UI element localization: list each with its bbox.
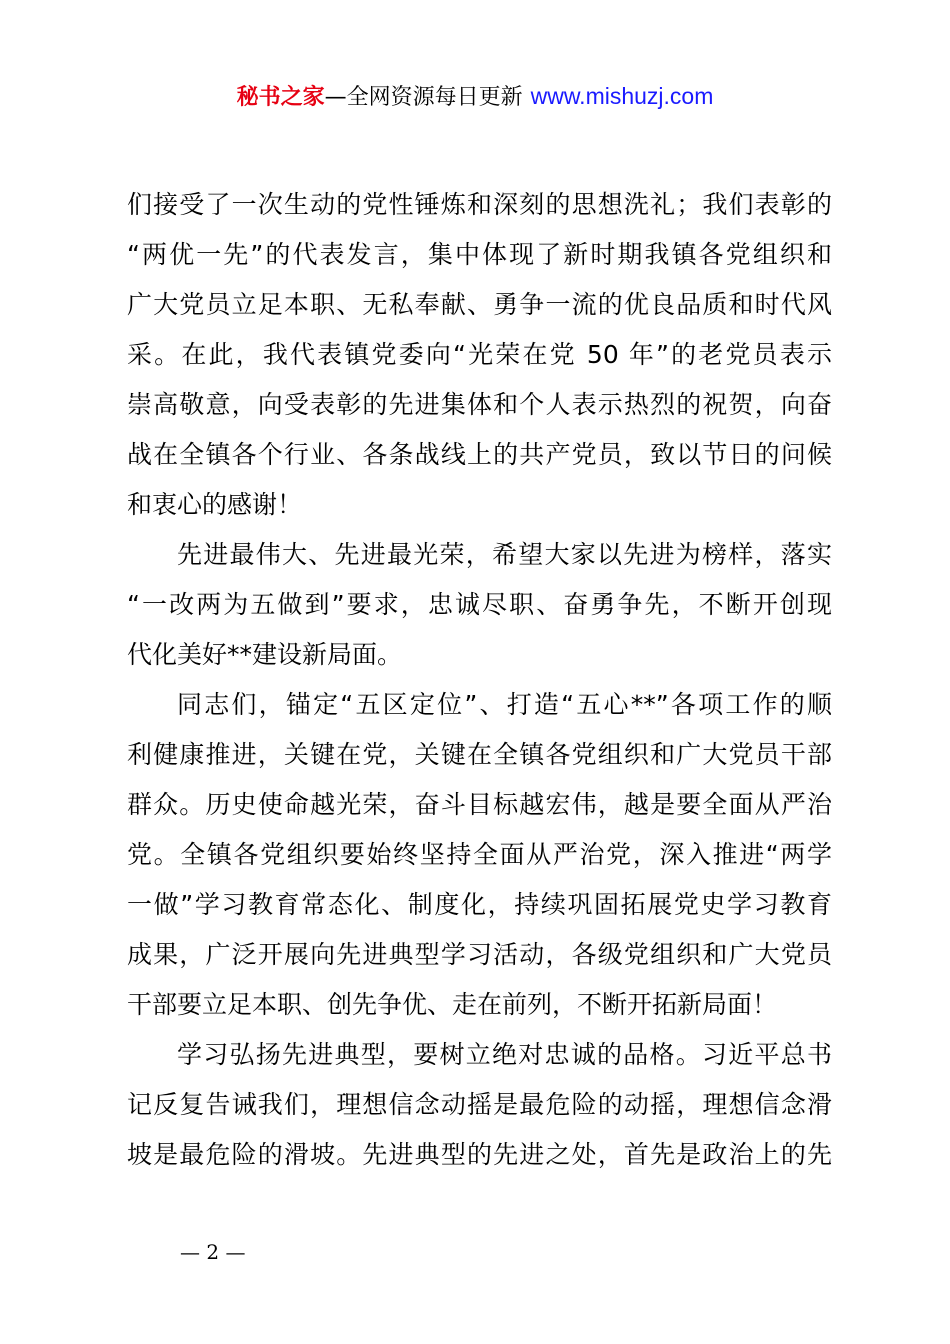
text-line: 广大党员立足本职、无私奉献、勇争一流的优良品质和时代风 xyxy=(127,290,832,319)
site-url-link[interactable]: www.mishuzj.com xyxy=(530,83,714,109)
site-brand: 秘书之家 xyxy=(236,85,325,110)
paragraph-first-line: 先进最伟大、先进最光荣，希望大家以先进为榜样，落实 xyxy=(177,540,832,569)
text-line: 采。在此，我代表镇党委向“光荣在党 50 年”的老党员表示 xyxy=(127,340,832,369)
document-body xyxy=(127,180,832,1180)
text-line: 坡是最危险的滑坡。先进典型的先进之处，首先是政治上的先 xyxy=(127,1140,832,1169)
text-line: 一做”学习教育常态化、制度化，持续巩固拓展党史学习教育 xyxy=(127,890,832,919)
text-line: 战在全镇各个行业、各条战线上的共产党员，致以节日的问候 xyxy=(127,440,832,469)
text-line: 群众。历史使命越光荣，奋斗目标越宏伟，越是要全面从严治 xyxy=(127,790,832,819)
text-line: 们接受了一次生动的党性锤炼和深刻的思想洗礼；我们表彰的 xyxy=(127,190,832,219)
text-line: 干部要立足本职、创先争优、走在前列，不断开拓新局面！ xyxy=(127,990,778,1019)
text-line: “两优一先”的代表发言，集中体现了新时期我镇各党组织和 xyxy=(127,240,832,269)
site-header xyxy=(0,78,950,116)
text-line: 记反复告诫我们，理想信念动摇是最危险的动摇，理想信念滑 xyxy=(127,1090,832,1119)
site-tagline: 全网资源每日更新 xyxy=(346,85,523,110)
text-line: 党。全镇各党组织要始终坚持全面从严治党，深入推进“两学 xyxy=(127,840,832,869)
header-dash: — xyxy=(324,85,347,110)
text-line: 和衷心的感谢！ xyxy=(127,490,303,519)
text-line: “一改两为五做到”要求，忠诚尽职、奋勇争先，不断开创现 xyxy=(127,590,832,619)
page-number: — 2 — xyxy=(180,1240,246,1264)
paragraph-first-line: 学习弘扬先进典型，要树立绝对忠诚的品格。习近平总书 xyxy=(177,1040,832,1069)
paragraph-first-line: 同志们，锚定“五区定位”、打造“五心**”各项工作的顺 xyxy=(177,690,832,719)
text-line: 利健康推进，关键在党，关键在全镇各党组织和广大党员干部 xyxy=(127,740,832,769)
text-line: 崇高敬意，向受表彰的先进集体和个人表示热烈的祝贺，向奋 xyxy=(127,390,832,419)
text-line: 成果，广泛开展向先进典型学习活动，各级党组织和广大党员 xyxy=(127,940,832,969)
text-line: 代化美好**建设新局面。 xyxy=(127,640,403,669)
